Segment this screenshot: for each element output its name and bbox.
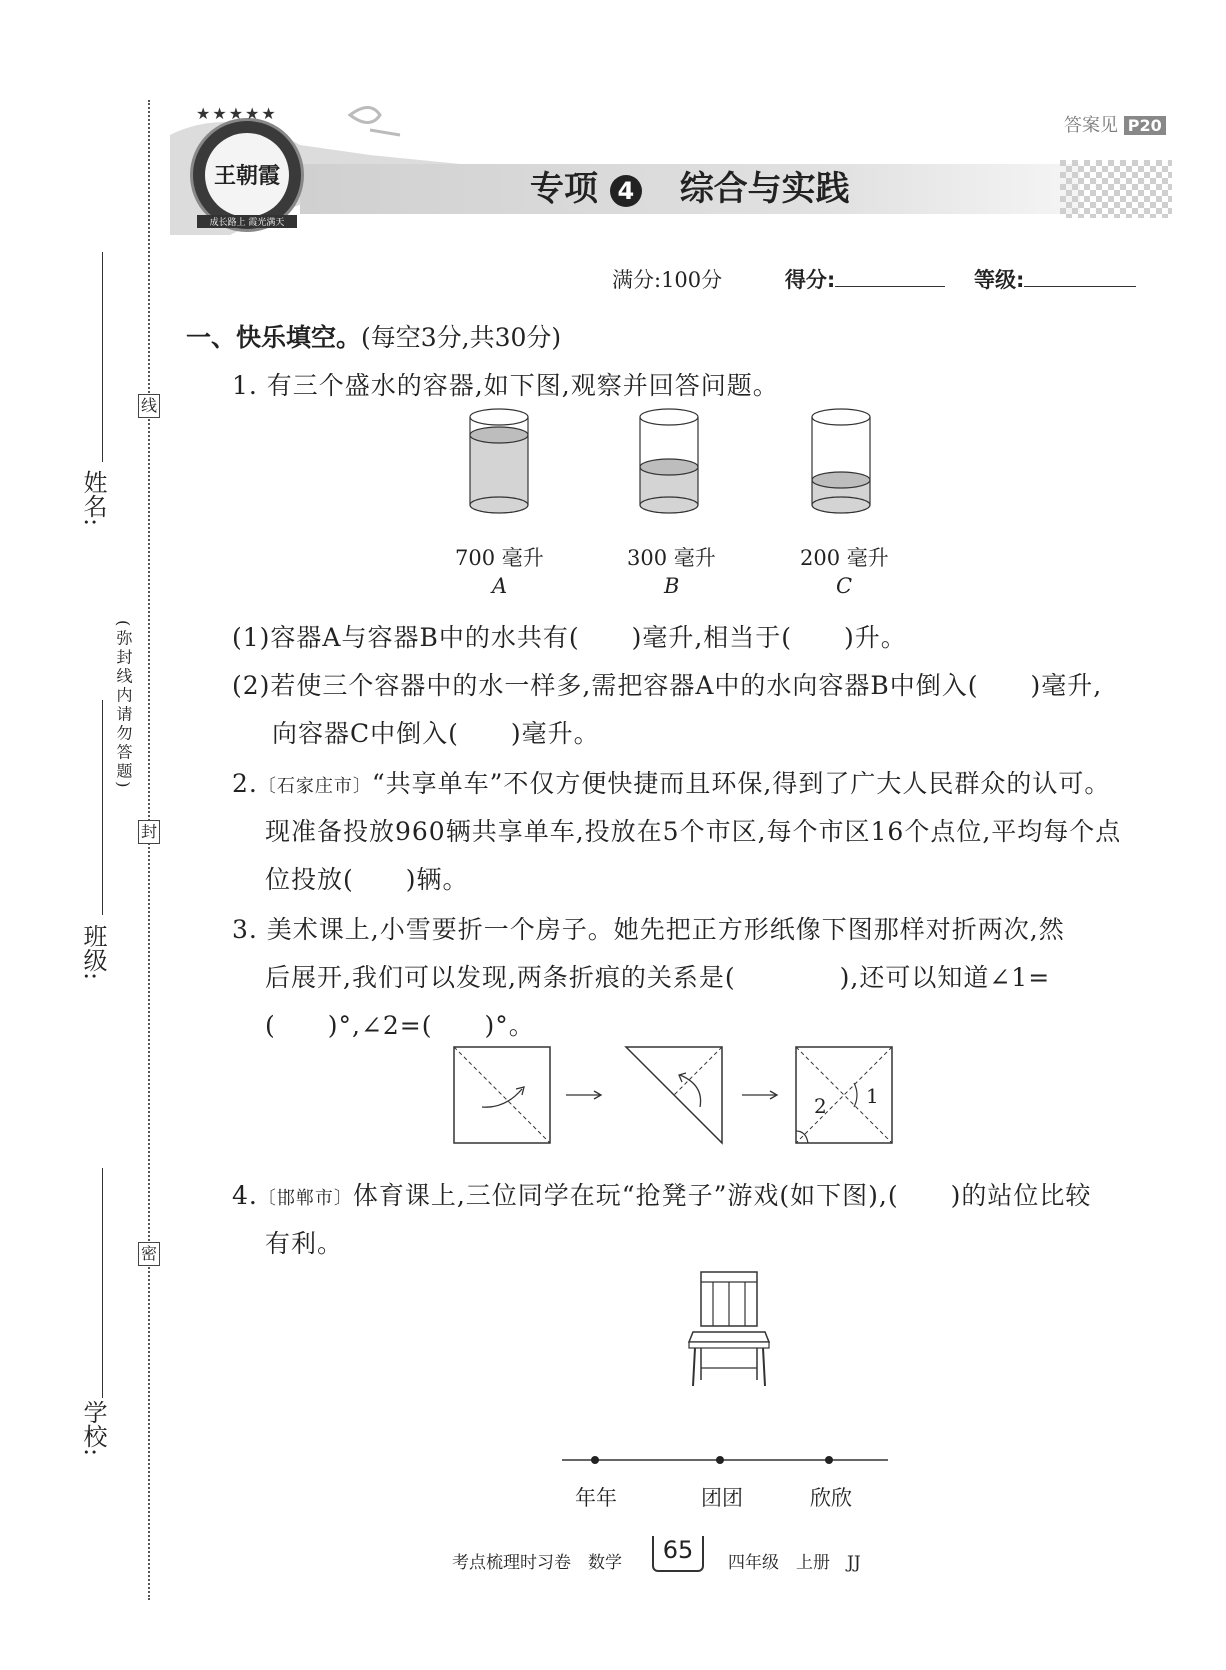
margin-char-line: 线 [138, 394, 160, 418]
score-blank[interactable] [835, 286, 945, 287]
student-xinxin: 欣欣 [810, 1486, 852, 1510]
margin-name-label: 姓名: [79, 470, 107, 527]
q3-line1: 3. 美术课上,小雪要折一个房子。她先把正方形纸像下图那样对折两次,然 [232, 915, 1065, 944]
grade-blank[interactable] [1024, 286, 1136, 287]
q2-text1: “共享单车”不仅方便快捷而且环保,得到了广大人民群众的认可。 [371, 769, 1111, 798]
position-dot-xinxin [825, 1456, 833, 1464]
score-bar [612, 264, 1136, 294]
logo-text: 王朝霞 [213, 164, 280, 189]
q1-stem: 1. 有三个盛水的容器,如下图,观察并回答问题。 [232, 371, 779, 400]
container-c-letter: C [836, 574, 853, 598]
q4-tag: 〔邯郸市〕 [257, 1188, 353, 1209]
margin-class-line [102, 700, 103, 915]
q4-num: 4. [232, 1181, 258, 1210]
position-dot-tuantuan [716, 1456, 724, 1464]
header-checker-pattern [1060, 160, 1172, 218]
margin-class-label: 班级: [79, 924, 107, 981]
fold-step-2 [626, 1047, 722, 1143]
angle-1-label: 1 [866, 1084, 879, 1108]
container-b [640, 409, 698, 513]
grade-label: 等级: [973, 268, 1025, 292]
chair-icon [685, 1268, 775, 1388]
footer-page-number [652, 1536, 704, 1572]
container-b-volume: 300 毫升 [627, 546, 716, 570]
answer-ref [1064, 111, 1166, 137]
footer-left: 考点梳理时习卷 数学 [452, 1553, 622, 1573]
q1-sub2-line1: (2)若使三个容器中的水一样多,需把容器A中的水向容器B中倒入( )毫升, [232, 671, 1103, 700]
title-prefix: 专项 [530, 169, 598, 209]
logo-stars: ★★★★★ [196, 104, 278, 123]
section1-title: 一、快乐填空。 [186, 323, 362, 352]
q2-num: 2. [232, 769, 258, 798]
q4-text1: 体育课上,三位同学在玩“抢凳子”游戏(如下图),( )的站位比较 [352, 1181, 1092, 1210]
q2-line1 [232, 764, 1110, 800]
container-a-letter: A [492, 574, 508, 598]
q2-line3: 位投放( )辆。 [265, 865, 469, 894]
title-number-badge: 4 [610, 175, 642, 207]
q1-sub1: (1)容器A与容器B中的水共有( )毫升,相当于( )升。 [232, 623, 907, 652]
student-tuantuan: 团团 [701, 1486, 743, 1510]
fold-arrow-2 [742, 1091, 777, 1099]
fold-arrow-1 [566, 1091, 601, 1099]
logo-inner [205, 133, 289, 217]
margin-note: (弥封线内请勿答题) [114, 620, 133, 791]
q3-line2: 后展开,我们可以发现,两条折痕的关系是( ),还可以知道∠1= [265, 963, 1051, 992]
margin-school-label: 学校: [79, 1400, 107, 1457]
student-niannian: 年年 [575, 1486, 617, 1510]
angle-2-label: 2 [814, 1094, 827, 1118]
answer-ref-page: P20 [1124, 116, 1166, 135]
fold-step-1 [454, 1047, 550, 1143]
position-dot-niannian [591, 1456, 599, 1464]
position-line [560, 1450, 890, 1470]
footer-right: 四年级 上册 JJ [728, 1553, 861, 1573]
margin-name-line [102, 252, 103, 462]
container-c [812, 409, 870, 513]
q1-containers-figure [440, 405, 880, 530]
section1-heading [186, 318, 561, 354]
answer-ref-label: 答案见 [1064, 115, 1118, 136]
logo-slogan: 成长路上 霞光满天 [197, 215, 297, 228]
container-a [470, 409, 528, 513]
q2-line2: 现准备投放960辆共享单车,投放在5个市区,每个市区16个点位,平均每个点 [265, 817, 1122, 846]
container-c-volume: 200 毫升 [800, 546, 889, 570]
logo-badge [190, 118, 304, 232]
title-main: 综合与实践 [679, 169, 850, 209]
margin-char-seal: 封 [138, 820, 160, 844]
q1-sub2-line2: 向容器C中倒入( )毫升。 [272, 719, 600, 748]
q4-line2: 有利。 [265, 1229, 344, 1258]
page-title [530, 164, 850, 214]
score-label: 得分: [784, 268, 836, 292]
q3-folding-figure [450, 1045, 910, 1145]
section1-points: (每空3分,共30分) [361, 323, 562, 352]
container-b-letter: B [664, 574, 680, 598]
container-a-volume: 700 毫升 [455, 546, 544, 570]
q4-line1 [232, 1176, 1091, 1212]
margin-school-line [102, 1168, 103, 1398]
q2-tag: 〔石家庄市〕 [257, 776, 372, 797]
full-marks: 满分:100分 [612, 268, 723, 292]
page-number: 65 [662, 1536, 694, 1564]
binding-dotted-line [148, 100, 150, 1600]
q3-line3: ( )°,∠2=( )°。 [265, 1011, 535, 1040]
margin-char-dense: 密 [138, 1242, 160, 1266]
